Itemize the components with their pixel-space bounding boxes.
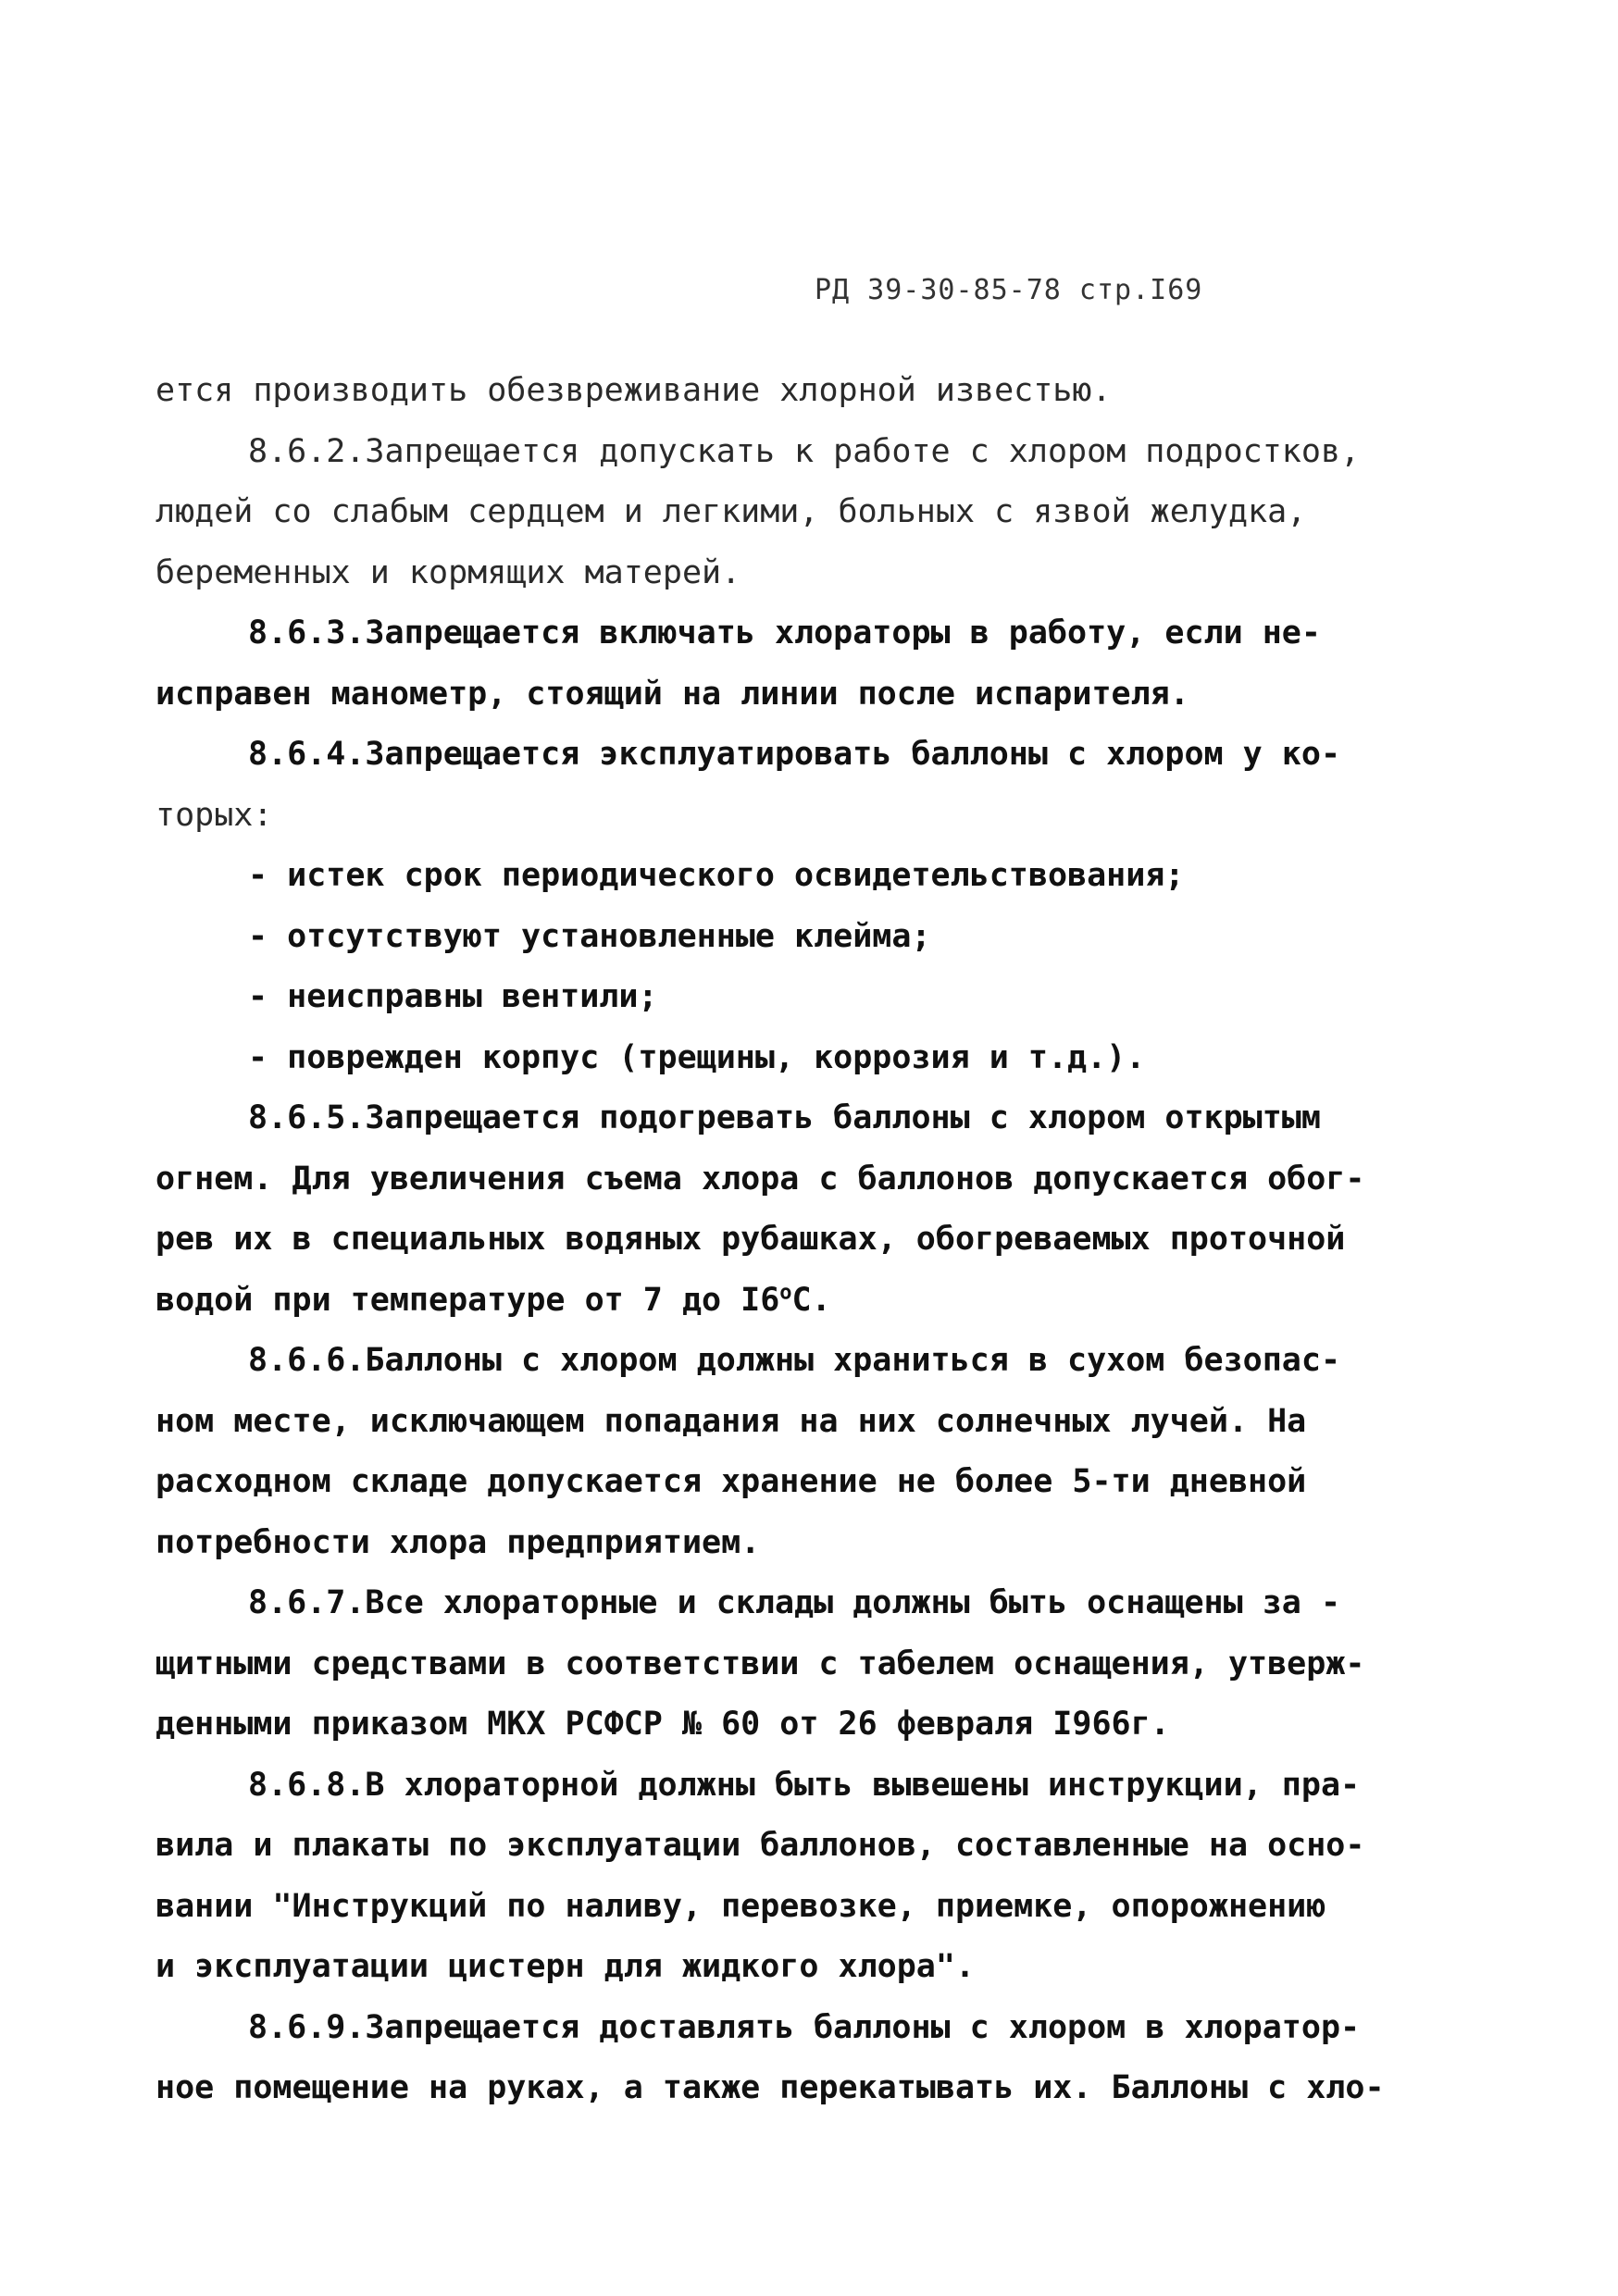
text-line: исправен манометр, стоящий на линии после испарителя. bbox=[156, 675, 1189, 713]
paragraph-8-6-9: 8.6.9.Запрещается доставлять баллоны с хлором в хлоратор- bbox=[248, 2008, 1361, 2046]
paragraph-8-6-6: 8.6.6.Баллоны с хлором должны храниться в сухом безопас- bbox=[248, 1342, 1341, 1379]
temperature-unit: С. bbox=[791, 1281, 831, 1319]
paragraph-8-6-3: 8.6.3.Запрещается включать хлораторы в работу, если не- bbox=[248, 614, 1321, 652]
text-line: вила и плакаты по эксплуатации баллонов, составленные на осно- bbox=[156, 1827, 1365, 1864]
paragraph-8-6-8: 8.6.8.В хлораторной должны быть вывешены инструкции, пра- bbox=[248, 1766, 1361, 1804]
text-line: щитными средствами в соответствии с табелем оснащения, утверж- bbox=[156, 1644, 1365, 1682]
list-item: - истек срок периодического освидетельствования; bbox=[248, 857, 1185, 894]
text-line: огнем. Для увеличения съема хлора с баллонов допускается обог- bbox=[156, 1160, 1365, 1198]
list-item: - поврежден корпус (трещины, коррозия и т.д.). bbox=[248, 1038, 1146, 1076]
document-body bbox=[156, 361, 1385, 2119]
text-line-temperature bbox=[156, 1271, 1303, 1332]
text-line: людей со слабым сердцем и легкими, больных с язвой желудка, bbox=[156, 493, 1307, 530]
paragraph-8-6-7: 8.6.7.Все хлораторные и склады должны быть оснащены за - bbox=[248, 1584, 1341, 1621]
paragraph-8-6-2: 8.6.2.Запрещается допускать к работе с хлором подростков, bbox=[248, 432, 1361, 470]
paragraph-8-6-4: 8.6.4.Запрещается эксплуатировать баллоны с хлором у ко- bbox=[248, 736, 1341, 773]
text-line: денными приказом МКХ РСФСР № 60 от 26 февраля I966г. bbox=[156, 1706, 1170, 1743]
page-header: РД 39-30-85-78 стр.I69 bbox=[815, 274, 1203, 306]
text-line: и эксплуатации цистерн для жидкого хлора". bbox=[156, 1948, 976, 1985]
text-line: рев их в специальных водяных рубашках, обогреваемых проточной bbox=[156, 1221, 1346, 1258]
text-line: ное помещение на руках, а также перекатывать их. Баллоны с хло- bbox=[156, 2069, 1385, 2106]
paragraph-8-6-5: 8.6.5.Запрещается подогревать баллоны с хлором открытым bbox=[248, 1099, 1321, 1136]
text-line: потребности хлора предприятием. bbox=[156, 1523, 761, 1561]
text-line: торых: bbox=[156, 796, 273, 834]
text-line: ном месте, исключающем попадания на них солнечных лучей. На bbox=[156, 1402, 1307, 1440]
text-line: беременных и кормящих матерей. bbox=[156, 553, 741, 591]
list-item: - отсутствуют установленные клейма; bbox=[248, 917, 931, 955]
list-item: - неисправны вентили; bbox=[248, 978, 658, 1015]
degree-sign: о bbox=[779, 1280, 792, 1304]
text-line: расходном складе допускается хранение не более 5-ти дневной bbox=[156, 1463, 1307, 1500]
temperature-text: водой при температуре от 7 до I6 bbox=[156, 1281, 780, 1319]
text-line: вании "Инструкций по наливу, перевозке, приемке, опорожнению bbox=[156, 1887, 1326, 1925]
text-line: ется производить обезвреживание хлорной известью. bbox=[156, 372, 1112, 409]
